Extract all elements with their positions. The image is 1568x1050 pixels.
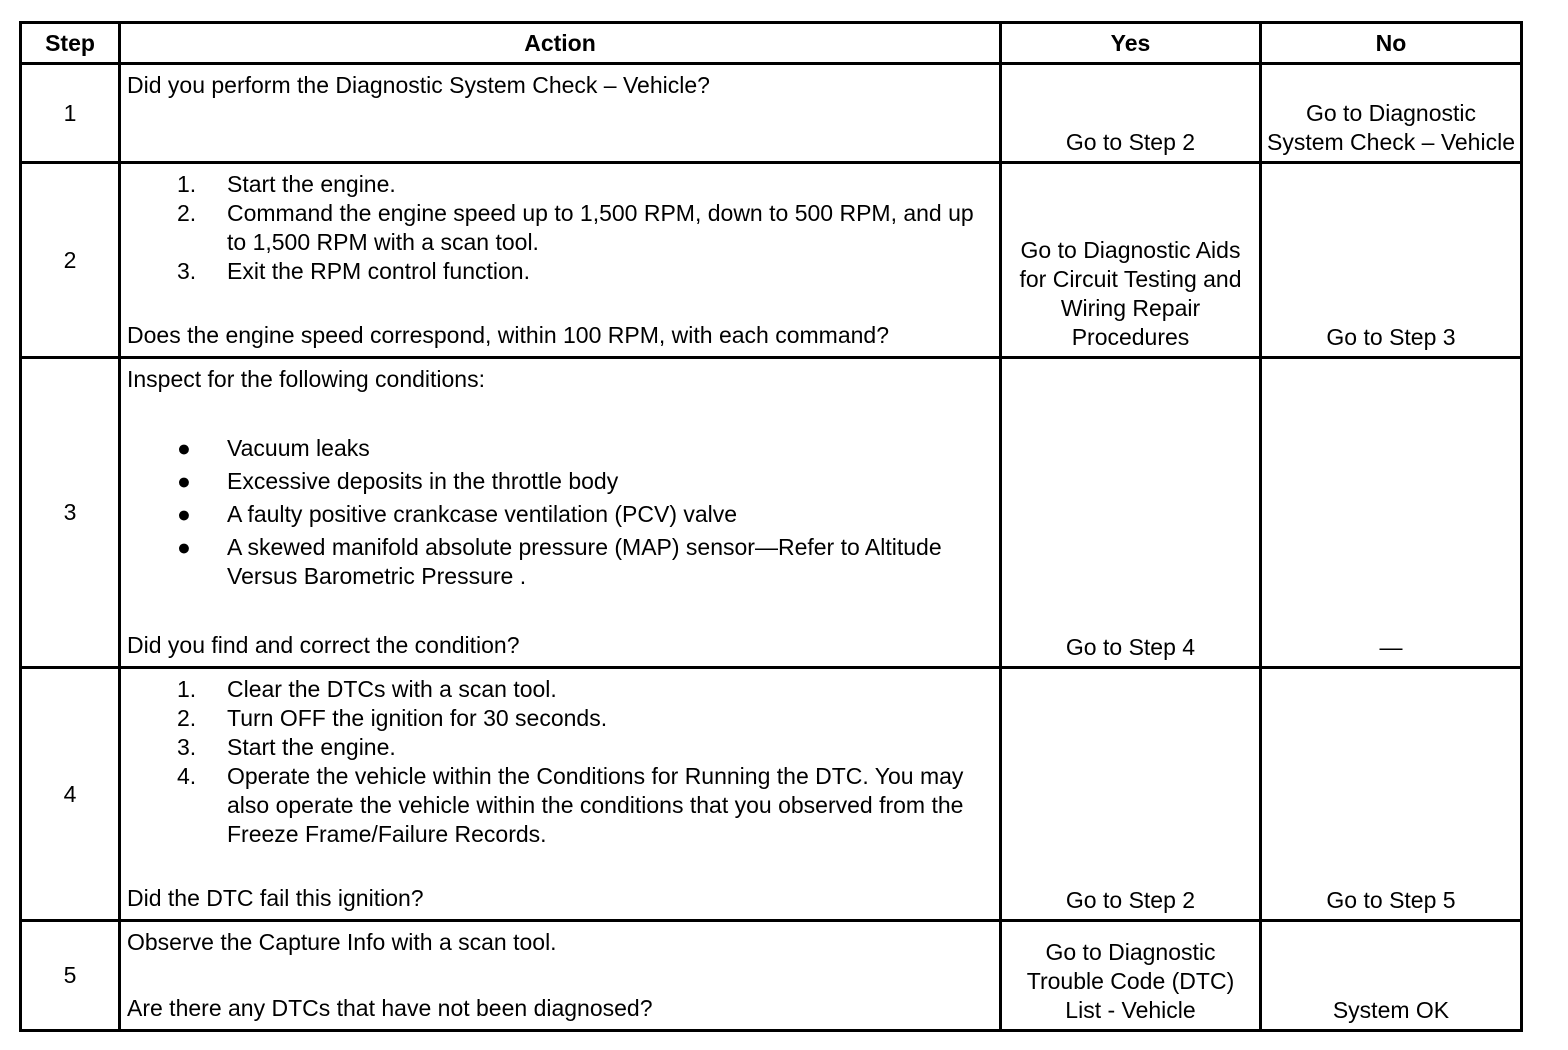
step-number: 2: [21, 163, 120, 358]
yes-cell: [1001, 921, 1261, 1031]
yes-result: Go to Step 2: [1065, 129, 1196, 155]
list-item: ● A skewed manifold absolute pressure (MAP) sensor—Refer to Altitude Versus Barometric Pressure .: [177, 534, 942, 589]
action-cell: [120, 668, 1001, 921]
bullet-icon: ●: [177, 468, 191, 494]
no-cell: [1261, 358, 1522, 668]
header-no: No: [1261, 23, 1522, 64]
list-item: 2. Turn OFF the ignition for 30 seconds.: [177, 705, 608, 731]
table-row: [21, 358, 1522, 668]
no-cell: [1261, 64, 1522, 163]
table-row: [21, 668, 1522, 921]
header-row: [21, 23, 1522, 64]
action-cell: [120, 921, 1001, 1031]
step-number: 1: [21, 64, 120, 163]
no-result: Go to Step 5: [1326, 887, 1456, 913]
yes-cell: [1001, 358, 1261, 668]
table-row: [21, 64, 1522, 163]
action-intro: Inspect for the following conditions:: [127, 366, 485, 392]
action-cell: [120, 163, 1001, 358]
table-row: [21, 163, 1522, 358]
list-item: 1. Start the engine.: [177, 171, 396, 197]
header-yes: Yes: [1001, 23, 1261, 64]
action-question: Did you find and correct the condition?: [127, 632, 520, 658]
list-item: 3. Start the engine.: [177, 734, 396, 760]
action-cell: [120, 64, 1001, 163]
table-row: [21, 921, 1522, 1031]
action-question: Does the engine speed correspond, within 100 RPM, with each command?: [127, 322, 889, 348]
list-item: 2. Command the engine speed up to 1,500 RPM, down to 500 RPM, and up to 1,500 RPM with a scan tool.: [177, 200, 974, 255]
header-step: Step: [21, 23, 120, 64]
action-intro: Did you perform the Diagnostic System Check – Vehicle?: [127, 72, 710, 98]
list-item: 4. Operate the vehicle within the Conditions for Running the DTC. You may also operate the vehicle within the conditions that you observed from the Freeze Frame/Failure Records.: [177, 763, 964, 847]
list-item: ● A faulty positive crankcase ventilation (PCV) valve: [177, 501, 738, 527]
action-cell: [120, 358, 1001, 668]
list-item: 1. Clear the DTCs with a scan tool.: [177, 676, 557, 702]
numbered-list: [127, 170, 989, 286]
action-question: Are there any DTCs that have not been diagnosed?: [127, 995, 653, 1021]
header-action: Action: [120, 23, 1001, 64]
yes-cell: [1001, 668, 1261, 921]
step-number: 5: [21, 921, 120, 1031]
yes-result: Go to Diagnostic Trouble Code (DTC) List - Vehicle: [1026, 939, 1235, 1023]
bullet-icon: ●: [177, 534, 191, 560]
bullet-icon: ●: [177, 501, 191, 527]
step-number: 4: [21, 668, 120, 921]
no-result: System OK: [1332, 997, 1450, 1023]
list-item: ● Vacuum leaks: [177, 435, 370, 461]
diagnostic-table-wrapper: [19, 21, 1523, 1032]
bullet-icon: ●: [177, 435, 191, 461]
no-cell: [1261, 921, 1522, 1031]
no-cell: [1261, 163, 1522, 358]
numbered-list: [127, 675, 989, 849]
no-result: —: [1379, 634, 1403, 660]
bullet-list: [127, 434, 989, 595]
no-result: Go to Diagnostic System Check – Vehicle: [1266, 100, 1515, 155]
step-number: 3: [21, 358, 120, 668]
action-question: Did the DTC fail this ignition?: [127, 885, 424, 911]
yes-result: Go to Step 4: [1065, 634, 1196, 660]
no-result: Go to Step 3: [1326, 324, 1456, 350]
diagnostic-table: [19, 21, 1523, 1032]
action-intro: Observe the Capture Info with a scan tool.: [127, 929, 557, 955]
list-item: 3. Exit the RPM control function.: [177, 258, 530, 284]
no-cell: [1261, 668, 1522, 921]
yes-cell: [1001, 64, 1261, 163]
yes-result: Go to Diagnostic Aids for Circuit Testing and Wiring Repair Procedures: [1019, 237, 1242, 350]
yes-cell: [1001, 163, 1261, 358]
list-item: ● Excessive deposits in the throttle body: [177, 468, 619, 494]
yes-result: Go to Step 2: [1065, 887, 1196, 913]
